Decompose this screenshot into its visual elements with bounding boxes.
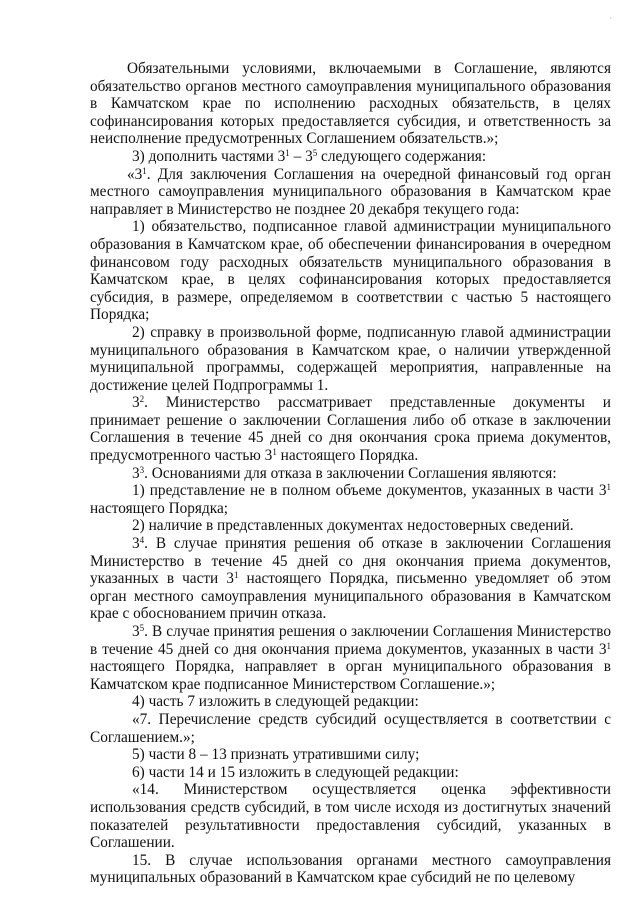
part-15: 15. В случае использования органами местного самоуправления муниципальных образований в Камчатском крае субсидий не по целевому: [90, 851, 611, 887]
part-3-2: $3^2$. Министерство рассматривает представленные документы и принимает решение о заключении Соглашения либо об отказе в заключении Соглашения в течение 45 дней со дня окончания срока приема документов, предусмотренного частью $3^1$ настоящего Порядка.: [90, 394, 611, 465]
part-7: «7. Перечисление средств субсидий осуществляется в соответствии с Соглашением.»;: [90, 710, 611, 746]
item-6: 6) части 14 и 15 изложить в следующей редакции:: [132, 763, 459, 781]
item-3: 3) дополнить частями $3^1 - 3^5$ следующего содержания:: [132, 147, 487, 165]
part-3-1-item-1: 1) обязательство, подписанное главой администрации муниципального образования в Камчатском крае, об обеспечении финансирования в очередном финансовом году расходных обязательств муниципального образования в Камчатском крае, в целях софинансирования которых предоставляется субсидия, в размере, определяемом в соответствии с частью 5 настоящего Порядка;: [90, 218, 611, 324]
part-3-4: $3^4$. В случае принятия решения об отказе в заключении Соглашения Министерство в течение 45 дней со дня окончания приема документов, указанных в части $3^1$ настоящего Порядка, письменно уведомляет об этом орган местного самоуправления муниципального образования в Камчатском крае с обоснованием причин отказа.: [90, 535, 611, 623]
page-mark: ·: [609, 14, 612, 23]
part-3-1-item-2: 2) справку в произвольной форме, подписанную главой администрации муниципального образования в Камчатском крае, о наличии утвержденной муниципальной программы, содержащей мероприятия, направленные на достижение целей Подпрограммы 1.: [90, 323, 611, 394]
part-3-1: «$3^1$. Для заключения Соглашения на очередной финансовый год орган местного самоуправления муниципального образования в Камчатском крае направляет в Министерство не позднее 20 декабря текущего года:: [90, 165, 611, 218]
part-3-3-item-1: 1) представление не в полном объеме документов, указанных в части $3^1$ настоящего Порядка;: [90, 482, 611, 517]
part-3-3-item-2: 2) наличие в представленных документах недостоверных сведений.: [132, 517, 574, 535]
part-3-3: $3^3$. Основаниями для отказа в заключении Соглашения являются:: [132, 464, 557, 482]
item-5: 5) части 8 – 13 признать утратившими силу;: [132, 746, 420, 764]
part-3-5: $3^5$. В случае принятия решения о заключении Соглашения Министерство в течение 45 дней со дня окончания приема документов, указанных в части $3^1$ настоящего Порядка, направляет в орган муниципального образования в Камчатском крае подписанное Министерством Соглашение.»;: [90, 623, 611, 693]
item-4: 4) часть 7 изложить в следующей редакции:: [132, 693, 419, 711]
paragraph-conditions: Обязательными условиями, включаемыми в Соглашение, являются обязательство органов местного самоуправления муниципального образования в Камчатском крае по исполнению расходных обязательств, в целях софинансирования которых предоставляется субсидия, и ответственность за неисполнение предусмотренных Соглашением обязательств.»;: [90, 60, 611, 148]
part-14: «14. Министерством осуществляется оценка эффективности использования средств субсидий, в том числе исходя из достигнутых значений показателей результативности предоставления субсидий, указанных в Соглашении.: [90, 781, 611, 852]
